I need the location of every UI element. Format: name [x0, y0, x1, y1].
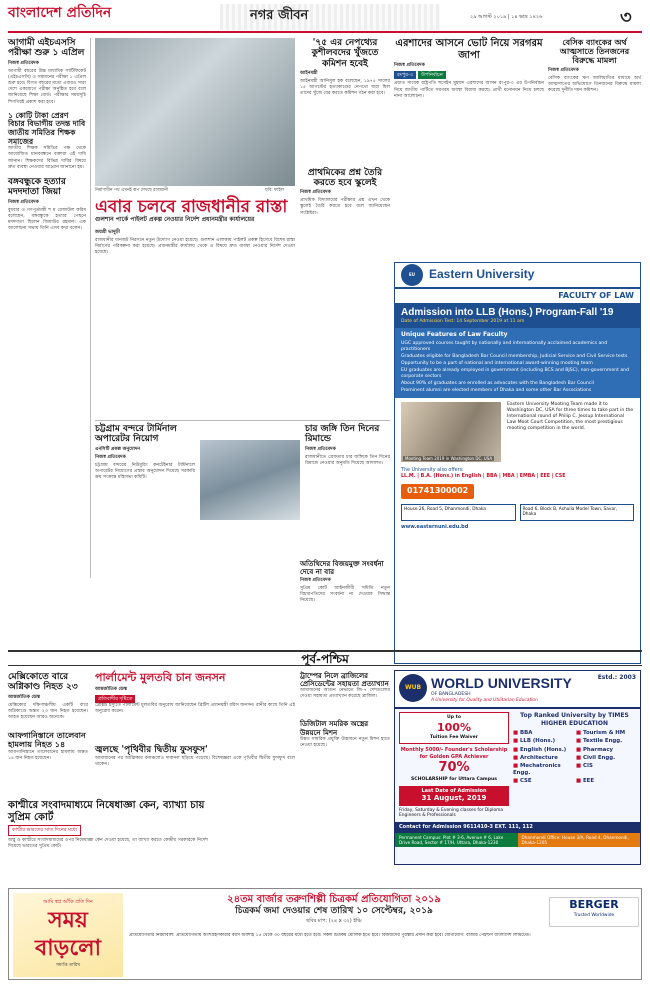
lead-subtitle: গুলশান পার্কে পাইলট প্রকল্প নেওয়ার নির্দেশ প্রধানমন্ত্রীর কার্যালয়ের — [95, 216, 255, 223]
offers-title: The University also offers: — [401, 467, 464, 473]
story-kashmir — [8, 800, 208, 850]
photo-caption: নির্মাণাধীন পথ এখনই রূপ দেখছে রাজধানী — [95, 188, 168, 193]
monthly-scholarship: Monthly 5000/- Founder's Scholarship for Golden GPA Achiever — [400, 747, 508, 760]
program-item: ■ Pharmacy — [576, 747, 636, 754]
column-5 — [548, 38, 641, 94]
competition-title: ২৪তম বার্জার তরুণশিল্পী চিত্রকর্ম প্রতিযোগিতা ২০১৯ — [227, 894, 441, 905]
address-permanent: Road 6, Block B, Ashulia Model Town, Savar, Dhaka — [520, 504, 635, 521]
row-divider — [95, 420, 390, 421]
article-body: আগামী বছরের উচ্চ মাধ্যমিক সার্টিফিকেট (এইচএসসি) ও সমমানের পরীক্ষা ১ এপ্রিল শুরু হবে। বিগত বছরের মতো এবারও সারা দেশে একযোগে পরীক্ষা অনুষ্ঠিত হবে বলে জানিয়েছে শিক্ষা বোর্ড। পরীক্ষার সময়সূচি শিগগিরই প্রকাশ করা হবে। — [8, 68, 86, 105]
byline: আন্তর্জাতিক ডেস্ক — [95, 686, 128, 692]
ranking: Top Ranked University by TIMES HIGHER EDUCATION — [520, 711, 629, 727]
column-4 — [394, 38, 544, 100]
article-body: বুধবার ও গণপূর্তমন্ত্রী শ ম রেজাউল করিম বলেছেন, বঙ্গবন্ধুকে হত্যার পেছনে মদদদাতা ছিলেন জিয়াউর রহমান। এক আলোচনা সভায় তিনি এসব কথা বলেন। — [8, 207, 86, 232]
headline: আগামী এইচএসসি পরীক্ষা শুরু ১ এপ্রিল — [8, 38, 85, 59]
permanent-campus: Permanent Campus: Plot # 3-6, Avenue # 6, Lake Drive Road, Sector # 17/H, Uttara, Dhaka-1230 — [395, 833, 518, 848]
headline: ডিজিটাল সমরিক অস্ত্রের উন্নয়নে মিশন — [300, 719, 369, 737]
story-port — [95, 424, 195, 481]
feature-item: Prominent alumni are elected members of Dhaka and some other Bar Associations — [401, 387, 592, 393]
last-date: 31 August, 2019 — [421, 794, 487, 803]
competition-rules: প্রতিযোগিতার নিয়মাবলি: প্রতিযোগিতায় অংশগ্রহণকারীর বয়স অবশ্যই ১৫ থেকে ৩০ বছরের মধ্যে হতে হবে। সকল চিত্রকর্ম মৌলিক হতে হবে। বিজয়ীদের পুরস্কার প্রদান করা হবে। যোগাযোগ: বার্জার পেইন্টস বাংলাদেশ লিমিটেড। — [129, 933, 531, 938]
scholarship-percent: 70% — [438, 760, 470, 776]
tag: উপনির্বাচন — [418, 71, 446, 80]
program-item: ■ EEE — [576, 778, 636, 785]
column-world-3 — [300, 672, 390, 749]
article-body: আইনমন্ত্রী আনিসুল হক বলেছেন, ১৯৭৫ সালের ১৫ আগস্টের হত্যাকাণ্ডের নেপথ্যে যারা ছিল তাদের খুঁজে বের করতে কমিশন গঠন করা হবে। — [300, 79, 390, 97]
byline: নিজস্ব প্রতিবেদক — [300, 578, 331, 584]
tag: প্রতিবাদীর দৃষ্টিতে — [95, 695, 135, 704]
deadline-extended-panel — [13, 893, 123, 977]
byline: আন্তর্জাতিক ডেস্ক — [8, 694, 41, 700]
article-body: জম্মু ও কাশ্মীরে সংবাদমাধ্যমের ওপর নিষেধাজ্ঞা কেন দেওয়া হয়েছে, তা ব্যাখ্যা করতে কেন্দ্রীয় সরকারকে নির্দেশ দিয়েছে ভারতের সুপ্রিম কোর্ট। — [8, 837, 208, 849]
program-item: ■ Tourism & HM — [576, 730, 636, 737]
issue-date: ২৯ আগস্ট ২০১৯ | ১৪ ভাদ্র ১৪২৬ — [470, 14, 543, 20]
admission-headline: Admission into LLB (Hons.) Program-Fall '19 — [401, 307, 614, 319]
features-title: Unique Features of Law Faculty — [401, 331, 508, 339]
university-name: Eastern University — [429, 267, 535, 282]
program-item: ■ Architecture — [513, 755, 573, 762]
evening-classes: Friday, Saturday & Evening classes for Diploma Engineers & Professionals — [399, 807, 504, 819]
photo-caption: Mooting Team 2019 in Washington DC, USA — [405, 455, 493, 461]
article-body: মেক্সিকোর দক্ষিণাঞ্চলীয় একটি বারে অগ্নিকাণ্ডে অন্তত ২৩ জন নিহত হয়েছেন। আহত হয়েছেন আরও অনেকে। — [8, 702, 88, 721]
column-3 — [300, 38, 390, 217]
brand-name: BERGER — [569, 898, 619, 911]
address-main: House 26, Road 5, Dhanmondi, Dhaka — [401, 504, 516, 521]
program-item: ■ LLB (Hons.) — [513, 738, 573, 745]
story-militant — [305, 424, 390, 467]
deadline-label: সমাপ্তি তারিখ — [56, 962, 80, 968]
brand-tagline: Trusted Worldwide — [573, 913, 615, 919]
feature-item: EU graduates are already employed in government (including BCS and BJSC), non-government and corporate sectors — [401, 368, 629, 379]
section-title: নগর জীবন — [250, 8, 309, 23]
headline: মেক্সিকোতে বারে অগ্নিকাণ্ড নিহত ২৩ — [8, 672, 78, 693]
article-body: চট্টগ্রাম বন্দরের নিউমুরিং কনটেইনার টার্মিনালে অপারেটর নিয়োগের প্রস্তাব অনুমোদন দিয়েছে সরকারি ক্রয় সংক্রান্ত মন্ত্রিসভা কমিটি। — [95, 462, 195, 480]
feature-item: Graduates eligible for Bangladesh Bar Council membership, Judicial Service and Civil Service tests — [401, 354, 628, 360]
article-body: উন্নত সামরিক প্রযুক্তি উদ্ভাবনে নতুন মিশন হাতে নেওয়া হয়েছে। — [300, 736, 390, 748]
byline: নিজস্ব প্রতিবেদক — [305, 446, 336, 452]
header-rule — [8, 31, 642, 33]
tag: কাশ্মীর ভারতের সাত দিনের মধ্যে — [8, 825, 81, 836]
mooting-text: Eastern University Mooting Team made it to Washington DC, USA for three times to take part in the International round of Philip C. Jessup International Law Moot Court Competition, the most prestigious mooting competition in the world. — [507, 401, 634, 431]
byline: নিজস্ব প্রতিবেদক — [8, 60, 39, 66]
headline: ট্রাম্পের নিলে ব্রাজিলের প্রেসিডেন্টের সহায়তা প্রত্যাখ্যান — [300, 671, 389, 689]
world-university-ad[interactable] — [394, 670, 641, 865]
article-body: আমাজনের পর আফ্রিকার বনাঞ্চলেও দাবানল ছড়িয়ে পড়েছে। বিশেষজ্ঞরা একে পৃথিবীর দ্বিতীয় ফুসফুস বলে থাকেন। — [95, 755, 295, 768]
campaign-slogan: আমি স্বপ্ন আঁকি প্রতি দিন — [43, 899, 93, 905]
feature-item: Opportunity to be a part of national and international award-winning mooting team — [401, 361, 593, 367]
university-logo-icon: EU — [401, 264, 423, 286]
photo-credit: ছবি: ফাইল — [265, 188, 284, 193]
program-item: ■ English (Hons.) — [513, 747, 573, 754]
column-divider — [90, 38, 91, 578]
section-header-world: পূর্ব-পশ্চিম — [8, 650, 642, 666]
byline: জয়শ্রী ভাদুড়ী — [95, 230, 120, 235]
article-body: প্রয়াত সাবেক রাষ্ট্রপতি হুসেইন মুহম্মদ এরশাদের আসন রংপুর-৩ এর উপনির্বাচন নিয়ে জাতীয় পার্টিতে সরগরম অবস্থা বিরাজ করছে। প্রার্থী মনোনয়ন নিয়ে চলছে নানা আলোচনা। — [394, 81, 544, 99]
headline: জ্বলছে 'পৃথিবীর দ্বিতীয় ফুসফুস' — [95, 745, 208, 756]
competition-deadline: চিত্রকর্ম জমা দেওয়ার শেষ তারিখ ১০ সেপ্টেম্বর, ২০১৯ — [235, 906, 433, 916]
program-item: ■ Civil Engg. — [576, 755, 636, 762]
article-body: বেসিক ব্যাংকের ঋণ জালিয়াতির মাধ্যমে অর্থ আত্মসাতের অভিযোগে তিনজনের বিরুদ্ধে মামলা করেছে দুর্নীতি দমন কমিশন। — [548, 75, 641, 93]
university-name: WORLD UNIVERSITY — [431, 675, 572, 691]
program-item: ■ BBA — [513, 730, 573, 737]
faculty-name: FACULTY OF LAW — [558, 291, 634, 300]
hotline-number[interactable]: 01741300002 — [401, 484, 474, 498]
tag: রংপুর-৩ — [394, 71, 416, 80]
article-body: প্রাথমিক বিদ্যালয়ের পরীক্ষার প্রশ্ন এখন থেকে স্কুলেই তৈরি করতে হবে বলে জানিয়েছেন সংশ্লিষ্টরা। — [300, 198, 390, 216]
subheadline: এনসিটি প্রকল্প অনুমোদন — [95, 446, 141, 452]
eastern-university-ad[interactable] — [394, 262, 641, 664]
byline: আইনমন্ত্রী — [300, 71, 318, 77]
deadline-extended-text: সময় বাড়লো — [35, 906, 101, 962]
article-body: সুপ্রিম কোর্ট আইনজীবী সমিতি নতুন বিচারপতিদের সংবর্ধনা না দেওয়ার সিদ্ধান্ত নিয়েছে। — [300, 586, 390, 604]
byline: নিজস্ব প্রতিবেদক — [300, 190, 331, 196]
headline: '৭৫ এর নেপথ্যের কুশীলবদের খুঁজতে কমিশন হবেই — [311, 38, 379, 69]
artwork-size: ছবির মাপ: (২৪ x ৩২) ইঞ্চি — [306, 917, 362, 924]
berger-competition-ad[interactable] — [8, 888, 642, 980]
headline: আফগানিস্তানে তালেবান হামলায় নিহত ১৪ — [8, 730, 86, 750]
feature-item: UGC approved courses taught by nationally and internationally acclaimed academics and practitioners — [401, 341, 608, 353]
dhanmondi-office: Dhanmondi Office: House 3/A, Road 4, Dhanmondi, Dhaka-1205 — [518, 833, 641, 848]
scholarship-label: SCHOLARSHIP for Uttara Campus — [410, 777, 498, 782]
established-year: Estd.: 2003 — [597, 674, 636, 681]
byline: নিজস্ব প্রতিবেদক — [394, 63, 425, 68]
headline: পার্লামেন্ট মুলতবি চান জনসন — [95, 671, 226, 684]
headline: বেসিক ব্যাংকের অর্থ আত্মসাতে তিনজনের বিরুদ্ধে মামলা — [559, 37, 630, 66]
column-world-2 — [95, 672, 295, 768]
fee-prefix: Up to — [447, 714, 461, 720]
article-body: জাতীয় শিক্ষক সমিতির পক্ষ থেকে আয়োজিত মানববন্ধনে বক্তারা এই দাবি জানান। শিক্ষকদের বিভিন্ন দাবির বিষয়ে দ্রুত ব্যবস্থা নেওয়ার আহ্বান জানানো হয়। — [8, 146, 86, 170]
article-body: রাজধানীর যানজট নিরসনে নতুন উদ্যোগ নেওয়া হয়েছে। গুলশান এলাকায় পাইলট প্রকল্প হিসেবে বিশেষ রাস্তা নির্মাণের পরিকল্পনা করা হয়েছে। প্রধানমন্ত্রীর কার্যালয় থেকে এ বিষয়ে দ্রুত ব্যবস্থা নেওয়ার নির্দেশ দেওয়া হয়েছে। — [95, 237, 295, 256]
newspaper-logo: বাংলাদেশ প্রতিদিন — [8, 5, 112, 21]
headline: অতিথিদের বিজয়মুক্ত সংবর্ধনা দেবে না বার — [300, 559, 384, 577]
column-1 — [8, 38, 86, 232]
program-item: ■ CIS — [576, 763, 636, 777]
article-body: আফগানিস্তানে তালেবানের হামলায় অন্তত ১৪ জন নিহত হয়েছেন। — [8, 749, 88, 761]
headline: ১ কোটি টাকা প্রেরণ বিচার বিভাগীয় তদন্ত দাবি জাতীয় সমিতির শিক্ষক সমাজের — [8, 110, 86, 146]
lead-body — [95, 228, 295, 257]
mooting-team-photo — [401, 402, 501, 462]
headline: প্রাথমিকের প্রশ্ন তৈরি করতে হবে স্কুলেই — [307, 167, 383, 188]
column-world-1 — [8, 672, 88, 762]
competition-header — [159, 893, 509, 924]
page-number: ৩ — [620, 7, 632, 28]
university-name-sub: OF BANGLADESH — [431, 692, 471, 698]
byline: নিজস্ব প্রতিবেদক — [548, 67, 579, 73]
fee-waiver-label: Tuition Fee Waiver — [429, 735, 478, 741]
article-body: আমাজনের আগুন নেভাতে জি-৭ দেশগুলোর দেওয়া সহায়তা প্রত্যাখ্যান করেছে ব্রাজিল। — [300, 688, 390, 700]
last-date-label: Last Date of Admission — [421, 787, 487, 794]
feature-item: About 90% of graduates are enrolled as advocates with the Bangladesh Bar Council — [401, 380, 594, 386]
article-body: রাজধানীতে গ্রেফতার চার জঙ্গিকে তিন দিনের রিমান্ডে নেওয়ার অনুমতি দিয়েছে আদালত। — [305, 454, 390, 466]
berger-logo — [549, 897, 639, 927]
headline: বঙ্গবন্ধুকে হত্যার মদদদাতা জিয়া — [8, 177, 66, 198]
byline: নিজস্ব প্রতিবেদক — [95, 454, 126, 460]
lead-headline: এবার চলবে রাজধানীর রাস্তা — [95, 197, 288, 217]
offers-list: LL.M. | B.A. (Hons.) in English | BBA | MBA | EMBA | EEE | CSE — [401, 474, 566, 480]
byline: নিজস্ব প্রতিবেদক — [8, 199, 39, 205]
admission-test-date: Date of Admission Test: 14 September 2019 at 11 am — [401, 319, 525, 325]
program-item: ■ CSE — [513, 778, 573, 785]
program-item: ■ Mechatronics Engg. — [513, 763, 573, 777]
headline: কাশ্মীরে সংবাদমাধ্যমে নিষেধাজ্ঞা কেন, ব্যাখ্যা চায় সুপ্রিম কোর্ট — [8, 800, 205, 823]
fee-waiver-percent: 100% — [437, 720, 471, 734]
headline: এরশাদের আসনে ভোট নিয়ে সরগরম জাপা — [395, 38, 543, 61]
headline: চট্টগ্রাম বন্দরে টার্মিনাল অপারেটর নিয়োগ — [95, 424, 177, 445]
program-item: ■ Textile Engg. — [576, 738, 636, 745]
lead-photo — [95, 38, 295, 186]
story-bar — [300, 560, 390, 605]
website-link[interactable]: www.easternuni.edu.bd — [401, 523, 469, 530]
university-tagline: A University for Quality and Utilitarian Education — [431, 698, 538, 704]
wub-logo-icon: WUB — [399, 674, 427, 702]
port-photo — [200, 440, 300, 520]
headline: চার জঙ্গি তিন দিনের রিমান্ডে — [305, 424, 380, 445]
article-body: ব্রেক্সিট ইস্যুতে পার্লামেন্ট মুলতবির অনুরোধ জানিয়েছেন ব্রিটিশ প্রধানমন্ত্রী বরিস জনসন। রানীর কাছে তিনি এই অনুরোধ করেন। — [95, 703, 295, 715]
admission-contact[interactable]: Contact for Admission 9611410-3 EXT. 111, 112 — [395, 822, 640, 833]
